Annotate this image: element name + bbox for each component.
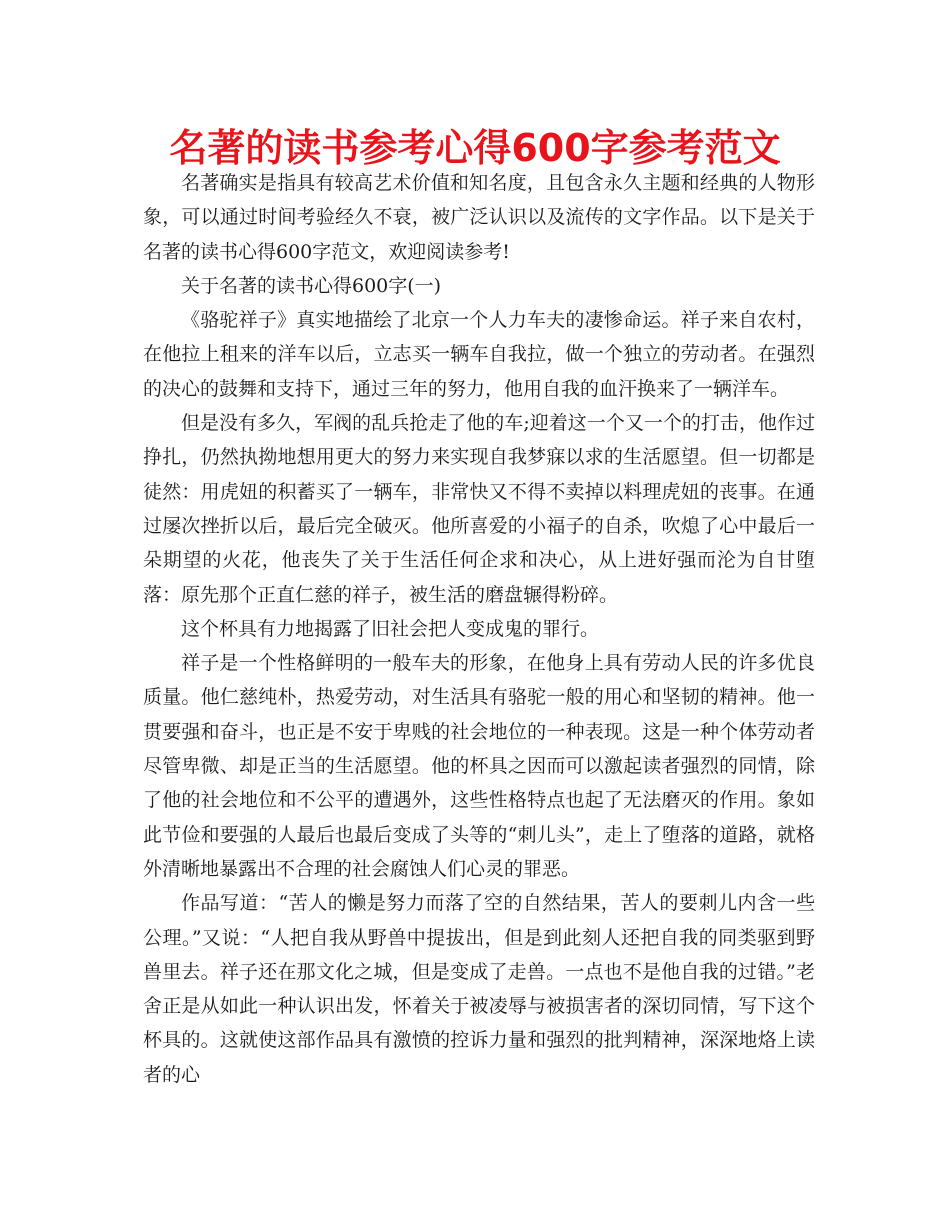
paragraph: 《骆驼祥子》真实地描绘了北京一个人力车夫的凄惨命运。祥子来自农村，在他拉上租来的洋车以后，立志买一辆车自我拉，做一个独立的劳动者。在强烈的决心的鼓舞和支持下，通过三年的努力，他用自我的血汗换来了一辆洋车。 — [143, 309, 815, 400]
paragraph: 这个杯具有力地揭露了旧社会把人变成鬼的罪行。 — [181, 617, 600, 640]
document-title: 名著的读书参考心得600字参考范文 — [169, 126, 781, 170]
paragraph: 但是没有多久，军阀的乱兵抢走了他的车;迎着这一个又一个的打击，他作过挣扎，仍然执拗地想用更大的努力来实现自我梦寐以求的生活愿望。但一切都是徒然：用虎妞的积蓄买了一辆车，非常快又不得不卖掉以料理虎妞的丧事。在通过屡次挫折以后，最后完全破灭。他所喜爱的小福子的自杀，吹熄了心中最后一朵期望的火花，他丧失了关于生活任何企求和决心，从上进好强而沦为自甘堕落：原先那个正直仁慈的祥子，被生活的磨盘辗得粉碎。 — [143, 412, 815, 606]
document-body — [143, 166, 815, 1092]
paragraph: 作品写道：“苦人的懒是努力而落了空的自然结果，苦人的要刺儿内含一些公理。”又说：“人把自我从野兽中提拔出，但是到此刻人还把自我的同类驱到野兽里去。祥子还在那文化之城，但是变成了走兽。一点也不是他自我的过错。”老舍正是从如此一种认识出发，怀着关于被凌辱与被损害者的深切同情，写下这个杯具的。这就使这部作品具有激愤的控诉力量和强烈的批判精神，深深地烙上读者的心 — [143, 892, 815, 1086]
section-heading: 关于名著的读书心得600字(一) — [181, 274, 442, 297]
paragraph: 祥子是一个性格鲜明的一般车夫的形象，在他身上具有劳动人民的许多优良质量。他仁慈纯朴，热爱劳动，对生活具有骆驼一般的用心和坚韧的精神。他一贯要强和奋斗，也正是不安于卑贱的社会地位的一种表现。这是一种个体劳动者尽管卑微、却是正当的生活愿望。他的杯具之因而可以激起读者强烈的同情，除了他的社会地位和不公平的遭遇外，这些性格特点也起了无法磨灭的作用。象如此节俭和要强的人最后也最后变成了头等的“刺儿头”，走上了堕落的道路，就格外清晰地暴露出不合理的社会腐蚀人们心灵的罪恶。 — [143, 652, 815, 880]
paragraph-intro: 名著确实是指具有较高艺术价值和知名度，且包含永久主题和经典的人物形象，可以通过时间考验经久不衰，被广泛认识以及流传的文字作品。以下是关于名著的读书心得600字范文，欢迎阅读参考! — [143, 172, 815, 263]
